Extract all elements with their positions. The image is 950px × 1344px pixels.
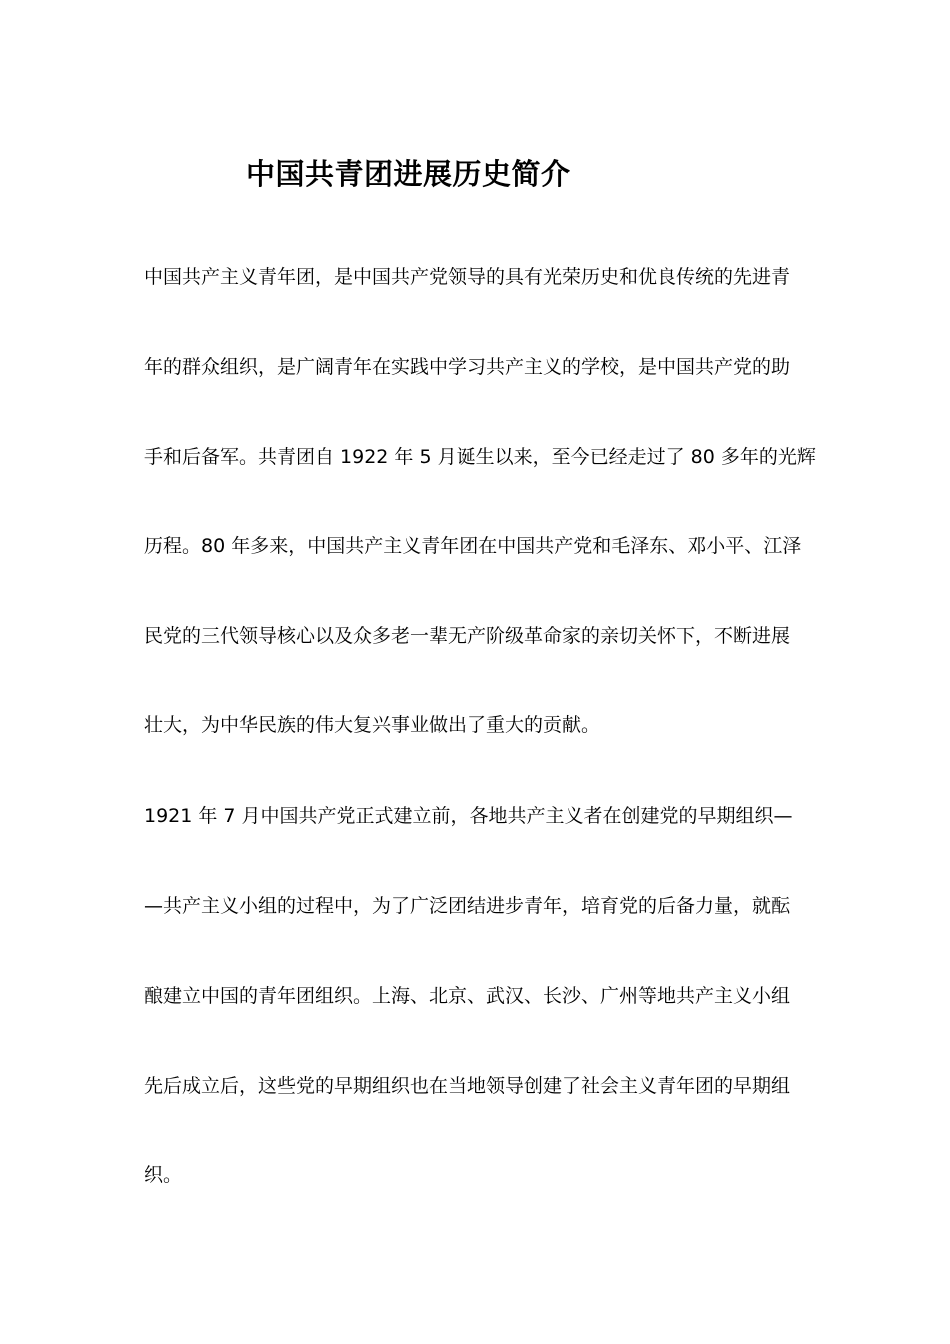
paragraph-2-line-5: 织。 xyxy=(144,1164,183,1186)
paragraph-1-line-4: 历程。80 年多来，中国共产主义青年团在中国共产党和毛泽东、邓小平、江泽 xyxy=(144,535,802,557)
paragraph-2-line-4: 先后成立后，这些党的早期组织也在当地领导创建了社会主义青年团的早期组 xyxy=(144,1075,791,1097)
paragraph-1-line-1: 中国共产主义青年团，是中国共产党领导的具有光荣历史和优良传统的先进青 xyxy=(144,266,791,288)
paragraph-2-line-2: —共产主义小组的过程中，为了广泛团结进步青年，培育党的后备力量，就酝 xyxy=(144,895,791,917)
document-title: 中国共青团进展历史简介 xyxy=(246,157,571,191)
paragraph-1-line-6: 壮大，为中华民族的伟大复兴事业做出了重大的贡献。 xyxy=(144,714,601,736)
paragraph-1-line-2: 年的群众组织，是广阔青年在实践中学习共产主义的学校，是中国共产党的助 xyxy=(144,356,791,378)
paragraph-2-line-3: 酿建立中国的青年团组织。上海、北京、武汉、长沙、广州等地共产主义小组 xyxy=(144,985,791,1007)
paragraph-1-line-5: 民党的三代领导核心以及众多老一辈无产阶级革命家的亲切关怀下，不断进展 xyxy=(144,625,791,647)
paragraph-2-line-1: 1921 年 7 月中国共产党正式建立前，各地共产主义者在创建党的早期组织— xyxy=(144,805,793,827)
paragraph-1-line-3: 手和后备军。共青团自 1922 年 5 月诞生以来，至今已经走过了 80 多年的光辉 xyxy=(144,446,816,468)
